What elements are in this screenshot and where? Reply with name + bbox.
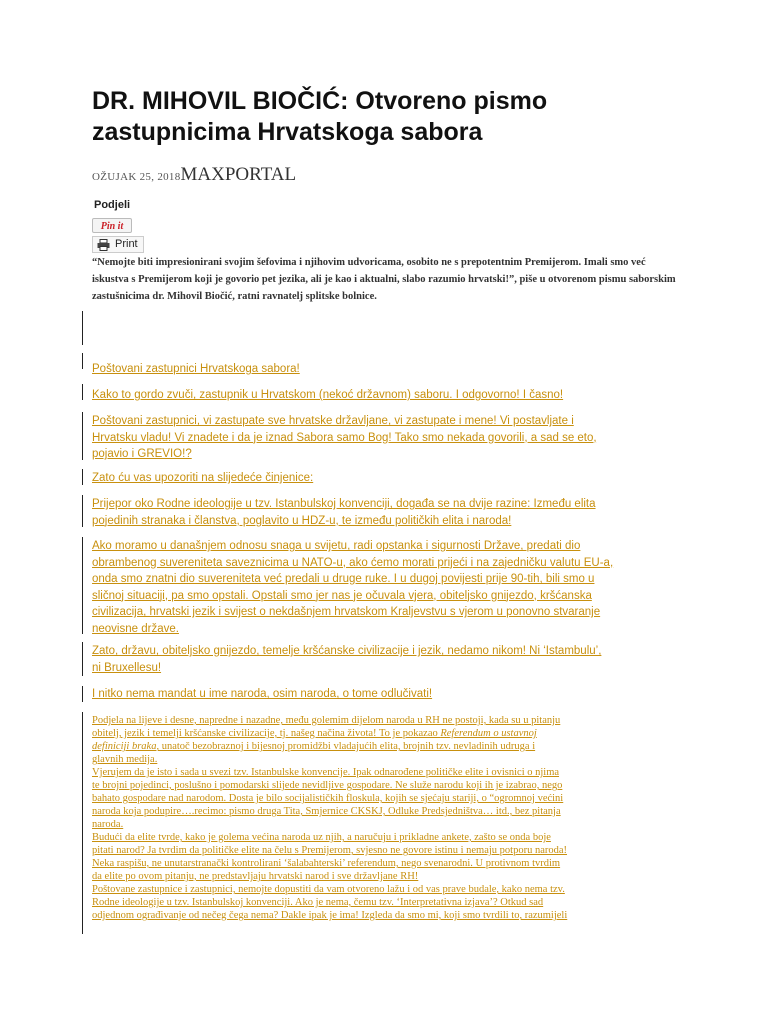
quote-bar-4 bbox=[82, 469, 83, 485]
serif-line bbox=[92, 779, 567, 792]
serif-text: Rodne ideologije u tzv. Istanbulskoj konvenciji. Ako je nema, čemu tzv. ‘Interpretativna izjava’? Otkud sad bbox=[92, 897, 544, 908]
serif-text: , unatoč bezobraznoj i bijesnoj promidžbi vladajućih elita, brojnih tzv. nevladinih udruga i bbox=[156, 741, 536, 752]
serif-text: Vjerujem da je isto i sada u svezi tzv. Istanbulske konvencije. Ipak odnarođene političke elite i ovisnici o njima bbox=[92, 767, 560, 778]
text-cursor-bar bbox=[82, 311, 83, 345]
serif-emphasis: Referendum o ustavnoj bbox=[440, 728, 537, 739]
serif-line bbox=[92, 909, 567, 922]
paragraph-line: Zato ću vas upozoriti na slijedeće činjenice: bbox=[92, 472, 314, 484]
article-title bbox=[92, 86, 692, 148]
paragraph-line: sličnoj situaciji, pa smo opstali. Opstali smo jer nas je očuvala vjera, obiteljsko gnijezdo, kršćanska bbox=[92, 589, 592, 602]
serif-text: Neka raspišu, ne unutarstranački kontrolirani ‘šalabahterski’ referendum, nego svenarodni. U protivnom tvrdim bbox=[92, 858, 561, 869]
paragraph-line: Zato, državu, obiteljsko gnijezdo, temelje kršćanske civilizacije i jezik, nedamo nikom! Ni ‘Istambulu’, bbox=[92, 645, 602, 657]
serif-line bbox=[92, 870, 567, 883]
paragraph-line: I nitko nema mandat u ime naroda, osim naroda, o tome odlučivati! bbox=[92, 688, 433, 700]
serif-text: Poštovane zastupnice i zastupnici, nemojte dopustiti da vam otvoreno lažu i od vas prave budale, kako nema tzv. bbox=[92, 884, 565, 895]
paragraph-6[interactable] bbox=[92, 538, 613, 637]
serif-line bbox=[92, 857, 567, 870]
quote-bar-7 bbox=[82, 642, 83, 676]
article-intro: “Nemojte biti impresionirani svojim šefovima i njihovim udvoricama, osobito ne s prepotentnim Premijerom. Imali smo već iskustva s Premijerom koji je govorio pet jezika, ali je kao i aktualni, slabo razumio hrvatski!”, piše u otvorenom pismu saborskim zastušnicima dr. Mihovil Biočić, ratni ravnatelj splitske bolnice. bbox=[92, 257, 676, 302]
serif-text: naroda. bbox=[92, 819, 124, 830]
paragraph-2[interactable] bbox=[92, 387, 563, 404]
paragraph-line: Ako moramo u današnjem odnosu snaga u svijetu, radi opstanka i sigurnosti Države, predati dio bbox=[92, 540, 581, 552]
quote-bar-3 bbox=[82, 412, 83, 460]
serif-line bbox=[92, 883, 567, 896]
serif-line bbox=[92, 766, 567, 779]
serif-text: odjednom ograđivanje od nečeg čega nema? Dakle ipak je ima! Izgleda da smo mi, koji smo tvrdili to, razumijeli bbox=[92, 910, 568, 921]
quote-bar-6 bbox=[82, 537, 83, 634]
quote-bar-2 bbox=[82, 384, 83, 400]
paragraph-line: Kako to gordo zvuči, zastupnik u Hrvatskom (nekoć državnom) saboru. I odgovorno! I časno! bbox=[92, 389, 564, 401]
paragraph-line: ni Bruxellesu! bbox=[92, 661, 162, 674]
source-name[interactable]: MAXPORTAL bbox=[180, 164, 297, 185]
serif-text: glavnih medija. bbox=[92, 754, 158, 765]
title-line-1: DR. MIHOVIL BIOČIĆ: Otvoreno pismo bbox=[92, 87, 548, 115]
serif-text: Budući da elite tvrde, kako je golema većina naroda uz njih, a naručuju i prikladne ankete, zašto se onda boje bbox=[92, 832, 551, 843]
paragraph-line: pojedinih stranaka i članstva, poglavito u HDZ-u, te između političkih elita i naroda! bbox=[92, 514, 512, 527]
paragraph-line: pojavio i GREVIO!? bbox=[92, 448, 192, 460]
article-meta bbox=[92, 164, 296, 186]
serif-text: pitati narod? Ja tvrdim da političke elite na čelu s Premijerom, svjesno ne govore istinu i nemaju potporu naroda! bbox=[92, 845, 568, 856]
serif-text: naroda koja podupire….recimo: pismo druga Tita, Smjernice CKSKJ, Odluke Predsjedništva… itd., bez pitanja bbox=[92, 806, 561, 817]
quote-bar-9 bbox=[82, 712, 83, 934]
serif-text: da elite po ovom pitanju, ne predstavljaju hrvatski narod i sve državljane RH! bbox=[92, 871, 419, 882]
paragraph-4[interactable] bbox=[92, 470, 313, 487]
serif-line bbox=[92, 727, 567, 740]
serif-line bbox=[92, 740, 567, 753]
paragraph-8[interactable] bbox=[92, 686, 432, 703]
serif-text: bahato gospodare nad narodom. Dosta je bilo socijalističkih floskula, kojih se sjećaju stariji, o “ogromnoj većini bbox=[92, 793, 564, 804]
paragraph-1[interactable] bbox=[92, 361, 300, 378]
paragraph-line: civilizacija, hrvatski jezik i svijest o nekdašnjem hrvatskom Kraljevstvu s vjerom u ponovno stvaranje bbox=[92, 606, 601, 618]
paragraph-line: Prijepor oko Rodne ideologije u tzv. Istanbulskoj konvenciji, događa se na dvije razine: Između elita bbox=[92, 498, 596, 510]
title-line-2: zastupnicima Hrvatskoga sabora bbox=[92, 118, 483, 146]
printer-icon bbox=[97, 239, 110, 251]
serif-text: te brojni pojedinci, poslušno i pomodarski slijede nevidljive gospodare. Ne služe narodu koji ih je izabrao, nego bbox=[92, 780, 563, 791]
serif-line bbox=[92, 896, 567, 909]
quote-bar-1 bbox=[82, 353, 83, 369]
pinterest-icon[interactable] bbox=[92, 218, 132, 233]
quote-bar-5 bbox=[82, 495, 83, 527]
quote-bar-8 bbox=[82, 686, 83, 702]
share-label: Podjeli bbox=[94, 199, 131, 211]
paragraph-5[interactable] bbox=[92, 496, 596, 529]
serif-text: Podjela na lijeve i desne, napredne i nazadne, među golemim dijelom naroda u RH ne postoji, kada su u pitanju bbox=[92, 715, 561, 726]
serif-line bbox=[92, 818, 567, 831]
paragraph-line: Hrvatsku vladu! Vi znadete i da je iznad Sabora samo Bog! Tako smo nekada govorili, a sad se eto, bbox=[92, 431, 597, 444]
serif-line bbox=[92, 714, 567, 727]
serif-block[interactable] bbox=[92, 714, 567, 922]
paragraph-line: Poštovani zastupnici, vi zastupate sve hrvatske državljane, vi zastupate i mene! Vi postavljate i bbox=[92, 415, 574, 427]
paragraph-line: obrambenog suvereniteta saveznicima u NATO-u, ako ćemo morati prijeći i na zajedničku valutu EU-a, bbox=[92, 556, 614, 569]
publish-date: OŽUJAK 25, 2018 bbox=[92, 171, 181, 183]
serif-emphasis: definiciji braka bbox=[92, 741, 157, 752]
print-button[interactable] bbox=[92, 236, 144, 253]
paragraph-line: Poštovani zastupnici Hrvatskoga sabora! bbox=[92, 363, 300, 375]
print-label: Print bbox=[115, 238, 138, 250]
serif-text: obitelj, jezik i temelji kršćanske civilizacije, tj. našeg načina života! To je pokazao bbox=[92, 728, 441, 739]
paragraph-line: neovisne države. bbox=[92, 622, 179, 635]
serif-line bbox=[92, 831, 567, 844]
serif-line bbox=[92, 753, 567, 766]
paragraph-7[interactable] bbox=[92, 643, 601, 676]
paragraph-3[interactable] bbox=[92, 413, 597, 463]
paragraph-line: onda smo znatni dio suvereniteta već predali u druge ruke. I u dugoj povijesti prije 90-tih, bili smo u bbox=[92, 573, 595, 585]
serif-line bbox=[92, 805, 567, 818]
serif-line bbox=[92, 792, 567, 805]
pinterest-label: Pin it bbox=[100, 221, 124, 232]
serif-line bbox=[92, 844, 567, 857]
